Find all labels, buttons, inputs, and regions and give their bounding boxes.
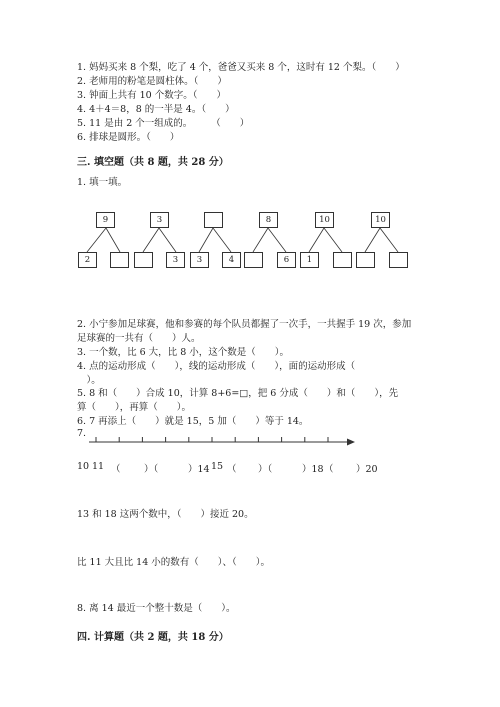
fill-q5-line-2: 算（ ），再算（ ）。 <box>77 402 192 413</box>
number-line-arrow <box>347 439 355 446</box>
fill-q1-label: 1. 填一填。 <box>77 177 128 188</box>
fill-q8: 8. 离 14 最近一个整十数是（ ）。 <box>77 603 236 614</box>
tree-4-right[interactable]: 6 <box>277 252 296 268</box>
fill-q7-sub-1: 13 和 18 这两个数中，（ ）接近 20。 <box>77 509 254 520</box>
tree-3-left[interactable]: 3 <box>190 252 209 268</box>
judgment-item-1: 1. 妈妈买来 8 个梨，吃了 4 个，爸爸又买来 8 个，这时有 12 个梨。（ ） <box>77 62 405 73</box>
number-line-blank-4: ）（ <box>258 464 273 475</box>
fill-q2-line-2: 足球赛的一共有（ ）人。 <box>77 333 201 344</box>
tree-2-right[interactable]: 3 <box>166 252 185 268</box>
number-line-label-11: 11 <box>92 461 105 472</box>
tree-1-top[interactable]: 9 <box>96 212 115 228</box>
section-4-title: 四. 计算题（共 2 题，共 18 分） <box>77 632 229 643</box>
judgment-item-6: 6. 排球是圆形。（ ） <box>77 132 180 143</box>
number-line-label-14: ）14 <box>188 464 210 475</box>
number-line-label-10: 10 <box>77 461 90 472</box>
tree-2-top[interactable]: 3 <box>150 212 169 228</box>
fill-q4-line-1: 4. 点的运动形成（ ），线的运动形成（ ），面的运动形成（ <box>77 361 356 372</box>
tree-6-top[interactable]: 10 <box>371 212 390 228</box>
fill-q4-line-2: ）。 <box>77 375 101 386</box>
number-line-blank-3-open: （ <box>227 464 237 475</box>
fill-q7-sub-2: 比 11 大且比 14 小的数有（ ）、（ ）。 <box>77 557 271 568</box>
judgment-item-3: 3. 钟面上共有 10 个数字。（ ） <box>77 90 226 101</box>
number-line-blank-5-open: （ <box>324 464 334 475</box>
tree-5-left[interactable]: 1 <box>300 252 319 268</box>
judgment-item-2: 2. 老师用的粉笔是圆柱体。（ ） <box>77 76 227 87</box>
tree-3-right[interactable]: 4 <box>222 252 241 268</box>
tree-1-left[interactable]: 2 <box>78 252 97 268</box>
fill-q5-line-1: 5. 8 和（ ）合成 10，计算 8+6=□，把 6 分成（ ）和（ ），先 <box>77 388 399 399</box>
fill-q2-line-1: 2. 小宁参加足球赛，他和参赛的每个队员都握了一次手，一共握手 19 次，参加 <box>77 319 412 330</box>
tree-5-top[interactable]: 10 <box>315 212 334 228</box>
number-line-label-18: ）18 <box>302 464 324 475</box>
judgment-item-4: 4. 4＋4＝8，8 的一半是 4。（ ） <box>77 104 235 115</box>
number-line-blank-2: ）（ <box>144 464 159 475</box>
number-line-label-20: ）20 <box>356 464 378 475</box>
number-line-blank-1-open: （ <box>111 464 121 475</box>
number-line-ticks <box>96 437 328 442</box>
judgment-item-5: 5. 11 是由 2 个一组成的。 （ ） <box>77 118 250 129</box>
number-line-label-15: 15 <box>211 461 224 472</box>
fill-q3: 3. 一个数，比 6 大，比 8 小，这个数是（ ）。 <box>77 347 290 358</box>
section-3-title: 三. 填空题（共 8 题，共 28 分） <box>77 157 229 168</box>
tree-4-top[interactable]: 8 <box>259 212 278 228</box>
fill-q6: 6. 7 再添上（ ）就是 15，5 加（ ）等于 14。 <box>77 416 309 427</box>
fill-q7-label: 7. <box>77 428 87 439</box>
